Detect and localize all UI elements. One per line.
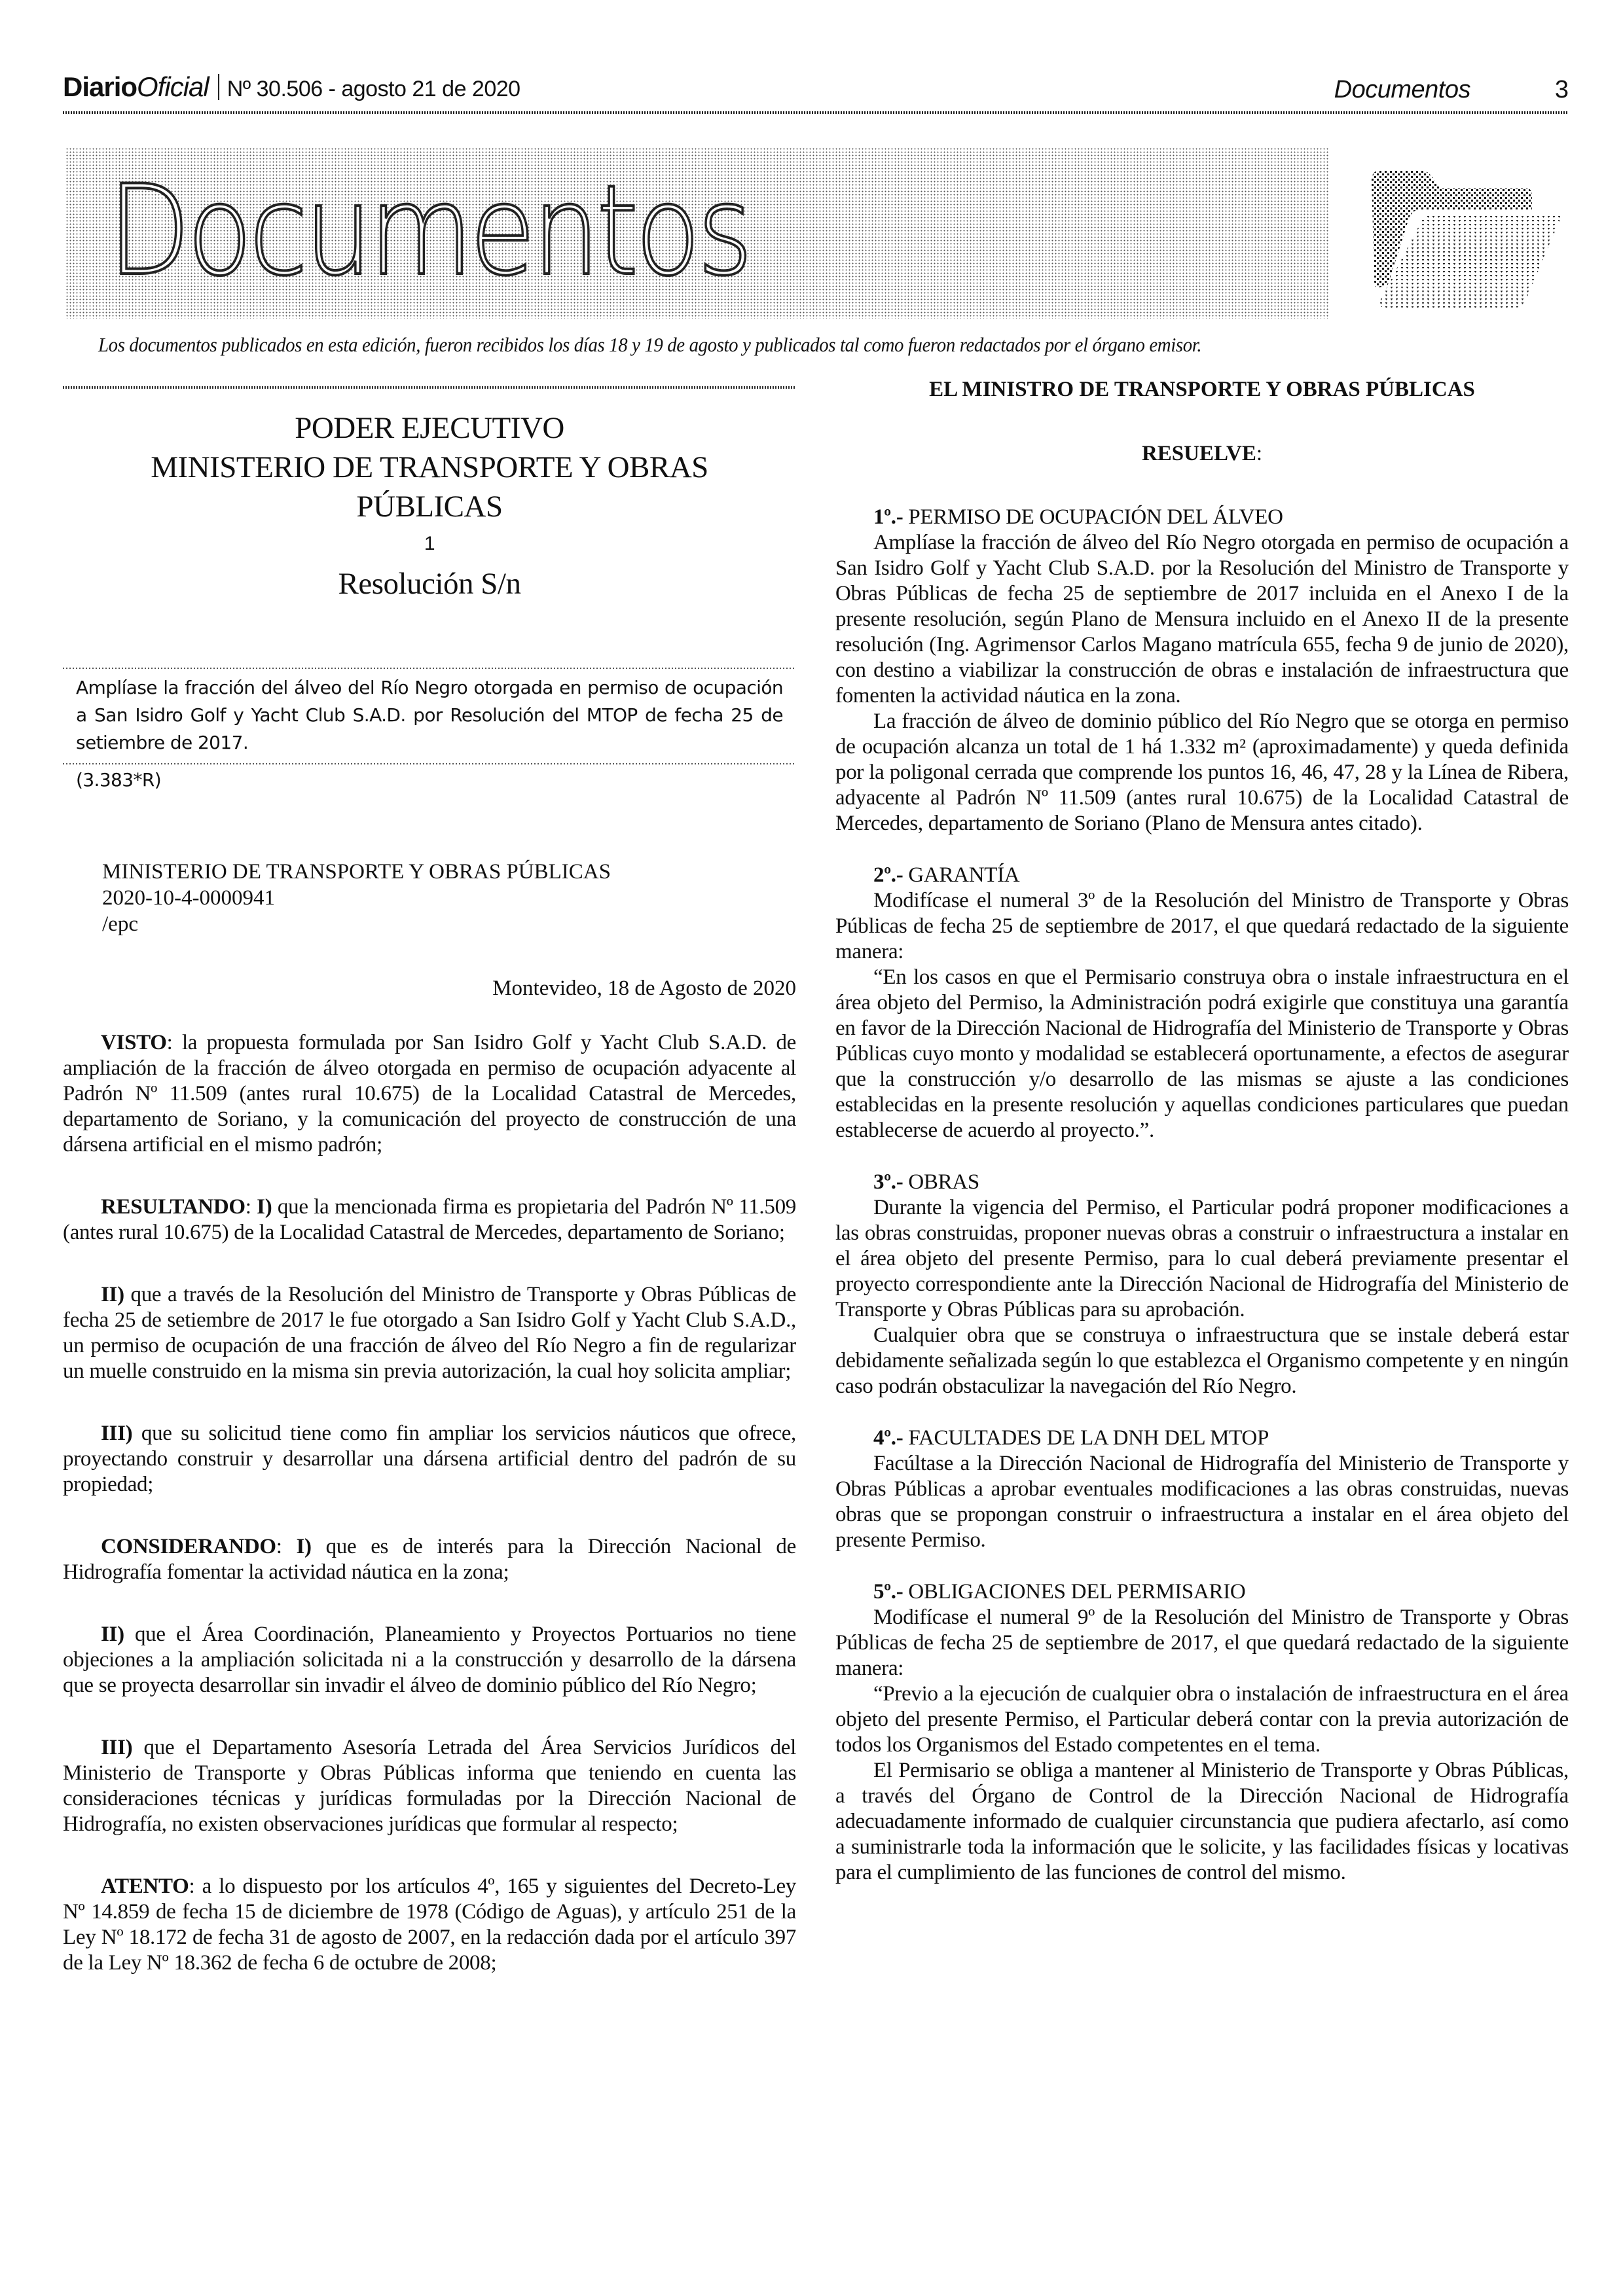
- article-number: 3º.-: [873, 1170, 903, 1194]
- lead-number: I): [296, 1535, 312, 1558]
- article-title: OBRAS: [908, 1170, 979, 1194]
- separator: :: [166, 1031, 182, 1054]
- article-title: OBLIGACIONES DEL PERMISARIO: [908, 1580, 1246, 1604]
- paragraph-text: que a través de la Resolución del Ministro de Transporte y Obras Públicas de fecha 25 de setiembre de 2017 le fue otorgado a San Isidro Golf y Yacht Club S.A.D., un permiso de ocupación de una fracción de álveo del Río Negro a fin de regularizar un muelle construido en la misma sin previa autorización, la cual hoy solicita ampliar;: [63, 1283, 796, 1383]
- article-5: [835, 1579, 1569, 1886]
- article-title: FACULTADES DE LA DNH DEL MTOP: [908, 1426, 1269, 1450]
- resolution-title: Resolución S/n: [338, 567, 521, 601]
- article-paragraph: Modifícase el numeral 9º de la Resolución del Ministro de Transporte y Obras Públicas de fecha 25 de septiembre de 2017, el que quedará redactado de la siguiente manera:: [835, 1605, 1569, 1680]
- column-rule: [63, 386, 796, 389]
- article-number: 1º.-: [873, 505, 903, 529]
- paragraph-text: que la mencionada firma es propietaria del Padrón Nº 11.509 (antes rural 10.675) de la Localidad Catastral de Mercedes, departamento de Soriano;: [63, 1195, 796, 1244]
- paragraph-text: que su solicitud tiene como fin ampliar los servicios náuticos que ofrece, proyectando construir y desarrollar una dársena artificial dentro del padrón de su propiedad;: [63, 1422, 796, 1496]
- article-title: GARANTÍA: [908, 863, 1020, 887]
- article-heading: [835, 1579, 1569, 1605]
- paragraph-text: la propuesta formulada por San Isidro Golf y Yacht Club S.A.D. de ampliación de la fracción de álveo otorgada en permiso de ocupación adyacente al Padrón Nº 11.509 (antes rural 10.675) de la Localidad Catastral de Mercedes, departamento de Soriano, y la comunicación del proyecto de construcción de una dársena artificial en el mismo padrón;: [63, 1031, 797, 1157]
- brand-bold: Diario: [63, 71, 137, 102]
- article-3: [835, 1170, 1569, 1399]
- article-paragraph: “En los casos en que el Permisario construya obra o instale infraestructura en el área objeto del Permiso, la Administración podrá exigirle que constituya una garantía en favor de la Dirección Nacional de Hidrografía del Ministerio de Transporte y Obras Públicas cuyo monto y modalidad se establecerá oportunamente, a efectos de asegurar que la construcción y/o desarrollo de las mismas se ajuste a las condiciones establecidas en la presente resolución y aquellas condiciones particulares que puedan establecerse de acuerdo al proyecto.”.: [835, 965, 1569, 1142]
- separator: :: [189, 1874, 202, 1898]
- article-heading: [835, 1426, 1569, 1451]
- banner-title: Documentos: [108, 158, 750, 303]
- paragraph-text: a lo dispuesto por los artículos 4º, 165 y siguientes del Decreto-Ley Nº 14.859 de fecha 15 de diciembre de 1978 (Código de Aguas), y artículo 251 de la Ley Nº 18.172 de fecha 31 de agosto de 2007, en la redacción dada por el artículo 397 de la Ley Nº 18.362 de fecha 6 de octubre de 2008;: [63, 1874, 796, 1975]
- resolving-authority: EL MINISTRO DE TRANSPORTE Y OBRAS PÚBLICAS: [929, 378, 1475, 401]
- left-body: [63, 1030, 796, 1976]
- resuelve-label: RESUELVE: [1141, 442, 1256, 465]
- article-1: [835, 505, 1569, 836]
- file-code: /epc: [102, 912, 138, 936]
- issue-info: Nº 30.506 - agosto 21 de 2020: [227, 77, 520, 101]
- article-paragraph: Cualquier obra que se construya o infraestructura que se instale deberá estar debidamente señalizada según lo que establezca el Organismo competente y en ningún caso podrán obstaculizar la navegación del Río Negro.: [835, 1323, 1569, 1398]
- paragraph-resultando-1: [63, 1194, 796, 1246]
- header-rule: [63, 111, 1569, 114]
- summary-text: Amplíase la fracción del álveo del Río Negro otorgada en permiso de ocupación a San Isidro Golf y Yacht Club S.A.D. por Resolución del MTOP de fecha 25 de setiembre de 2017.: [76, 677, 783, 753]
- paragraph-considerando-2: [63, 1622, 796, 1698]
- paragraph-considerando-1: [63, 1534, 796, 1585]
- lead-number: III): [101, 1422, 133, 1445]
- paragraph-atento: [63, 1874, 796, 1976]
- lead-number: II): [101, 1283, 124, 1306]
- separator: [124, 1623, 135, 1646]
- right-column: [835, 376, 1569, 1886]
- article-number: 2º.-: [873, 863, 903, 887]
- separator: [132, 1736, 143, 1759]
- separator: :: [245, 1195, 257, 1219]
- heading-line-3: PÚBLICAS: [356, 490, 503, 524]
- lead-label: RESULTANDO: [101, 1195, 246, 1219]
- section-name: Documentos: [1334, 76, 1470, 103]
- article-2: [835, 863, 1569, 1143]
- resuelve-colon: :: [1256, 442, 1263, 465]
- paragraph-resultando-3: [63, 1421, 796, 1498]
- article-paragraph: “Previo a la ejecución de cualquier obra o instalación de infraestructura en el área objeto del presente Permiso, el Particular deberá contar con la previa autorización de todos los Organismos del Estado competentes en el tema.: [835, 1682, 1569, 1757]
- lead-label: CONSIDERANDO: [101, 1535, 276, 1558]
- folder-icon: [1359, 160, 1565, 311]
- article-paragraph: Amplíase la fracción de álveo del Río Negro otorgada en permiso de ocupación a San Isidro Golf y Yacht Club S.A.D. por la Resolución del Ministro de Transporte y Obras Públicas de fecha 25 de septiembre de 2017 incluida en el Anexo I de la presente resolución, según Plano de Mensura incluido en el Anexo II de la presente resolución (Ing. Agrimensor Carlos Magano matrícula 655, fecha 9 de junio de 2020), con destino a viabilizar la construcción de obras e instalación de infraestructura que fomenten la actividad náutica en la zona.: [835, 531, 1569, 708]
- lead-label: VISTO: [101, 1031, 167, 1054]
- paragraph-visto: [63, 1030, 796, 1158]
- page-number: 3: [1554, 76, 1569, 103]
- edition-notice: Los documentos publicados en esta edición, fueron recibidos los días 18 y 19 de agosto y publicados tal como fueron redactados por el órgano emisor.: [98, 333, 1202, 356]
- left-column: [63, 386, 796, 1976]
- reference-code: (3.383*R): [76, 769, 162, 791]
- place-date: Montevideo, 18 de Agosto de 2020: [492, 977, 796, 1000]
- masthead: [63, 69, 520, 107]
- brand-italic: Oficial: [137, 71, 209, 102]
- separator: [132, 1422, 141, 1445]
- lead-label: ATENTO: [101, 1874, 189, 1898]
- separator: :: [276, 1535, 297, 1558]
- article-heading: [835, 863, 1569, 888]
- ministry-block: [63, 859, 796, 937]
- lead-number: I): [257, 1195, 272, 1219]
- article-paragraph: La fracción de álveo de dominio público del Río Negro que se otorga en permiso de ocupación alcanza un total de 1 há 1.332 m² (aproximadamente) y queda definida por la poligonal cerrada que comprende los puntos 16, 46, 47, 28 y la Línea de Ribera, adyacente al Padrón Nº 11.509 (antes rural 10.675) de la Localidad Catastral de Mercedes, departamento de Soriano (Plano de Mensura antes citado).: [835, 709, 1569, 835]
- article-paragraph: Durante la vigencia del Permiso, el Particular podrá proponer modificaciones a las obras construidas, proponer nuevas obras a construir o infraestructura a instalar en el área objeto del presente Permiso, para lo cual deberá previamente presentar el proyecto correspondiente ante la Dirección Nacional de Hidrografía del Ministerio de Transporte y Obras Públicas para su aprobación.: [835, 1196, 1569, 1321]
- separator: [124, 1283, 131, 1306]
- paragraph-text: que el Departamento Asesoría Letrada del Área Servicios Jurídicos del Ministerio de Transporte y Obras Públicas informa que teniendo en cuenta las consideraciones técnicas y jurídicas formuladas por la Dirección Nacional de Hidrografía, no existen observaciones jurídicas que formular al respecto;: [63, 1736, 796, 1836]
- paragraph-considerando-3: [63, 1735, 796, 1837]
- summary-rule-bottom: [63, 763, 796, 764]
- article-number: 5º.-: [873, 1580, 903, 1604]
- document-heading: [63, 408, 796, 605]
- paragraph-text: que es de interés para la Dirección Nacional de Hidrografía fomentar la actividad náutica en la zona;: [63, 1535, 796, 1584]
- article-4: [835, 1426, 1569, 1553]
- resuelve-heading: [835, 440, 1569, 467]
- file-number: 2020-10-4-0000941: [102, 886, 275, 910]
- article-paragraph: El Permisario se obliga a mantener al Ministerio de Transporte y Obras Públicas, a través del Órgano de Control de la Dirección Nacional de Hidrografía adecuadamente informado de cualquier circunstancia que pudiera afectarlo, así como a suministrarle toda la información que le solicite, y las facilidades físicas y locativas para el cumplimiento de las funciones de control del mismo.: [835, 1759, 1569, 1884]
- summary-box: [63, 668, 796, 764]
- article-number: 4º.-: [873, 1426, 903, 1450]
- article-title: PERMISO DE OCUPACIÓN DEL ÁLVEO: [908, 505, 1283, 529]
- section-banner: [65, 147, 1329, 319]
- heading-line-1: PODER EJECUTIVO: [295, 411, 564, 445]
- running-header: [63, 69, 1569, 115]
- lead-number: III): [101, 1736, 133, 1759]
- document-number: 1: [424, 533, 435, 554]
- article-paragraph: Modifícase el numeral 3º de la Resolución del Ministro de Transporte y Obras Públicas de fecha 25 de septiembre de 2017, el que quedará redactado de la siguiente manera:: [835, 889, 1569, 963]
- paragraph-resultando-2: [63, 1282, 796, 1384]
- right-body: [835, 505, 1569, 1886]
- header-separator: [218, 74, 219, 100]
- heading-line-2: MINISTERIO DE TRANSPORTE Y OBRAS: [151, 450, 708, 484]
- ministry-name: MINISTERIO DE TRANSPORTE Y OBRAS PÚBLICAS: [102, 860, 611, 884]
- paragraph-text: que el Área Coordinación, Planeamiento y Proyectos Portuarios no tiene objeciones a la ampliación solicitada ni a la construcción y desarrollo de la dársena que se proyecta desarrollar sin invadir el álveo de dominio público del Río Negro;: [63, 1623, 796, 1697]
- lead-number: II): [101, 1623, 124, 1646]
- article-paragraph: Facúltase a la Dirección Nacional de Hidrografía del Ministerio de Transporte y Obras Públicas a aprobar eventuales modificaciones a las obras construidas, nuevas obras que se propongan construir o infraestructura a instalar en el área objeto del presente Permiso.: [835, 1452, 1569, 1552]
- article-heading: [835, 1170, 1569, 1195]
- article-heading: [835, 505, 1569, 530]
